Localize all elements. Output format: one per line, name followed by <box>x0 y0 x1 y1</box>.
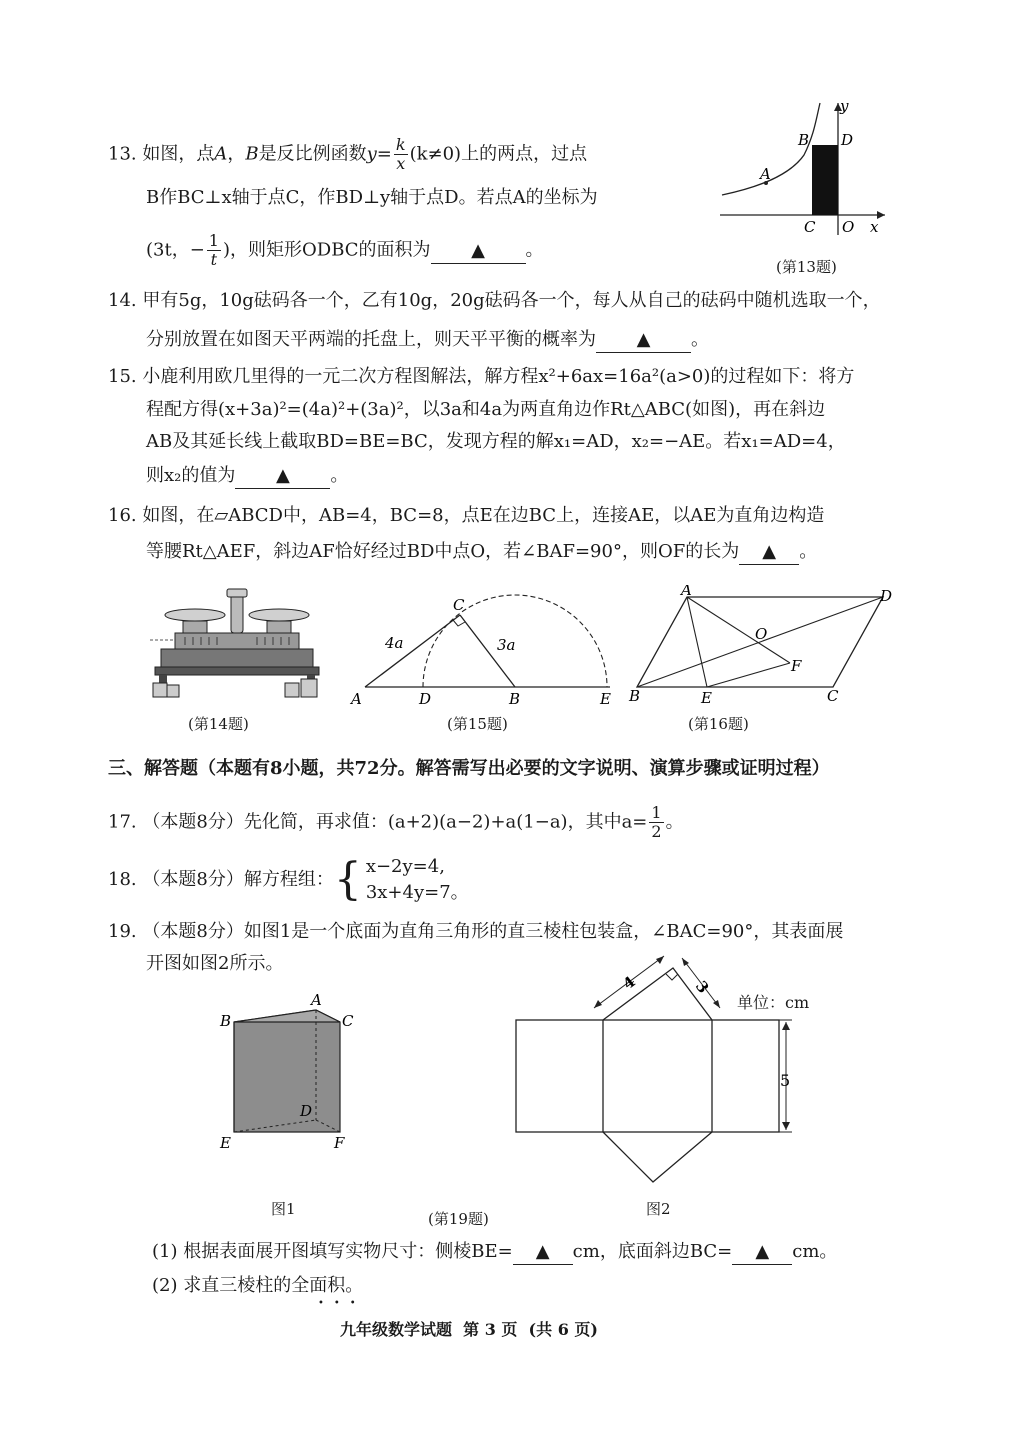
q15-answer-blank[interactable]: ▲ <box>235 464 330 489</box>
q16-fig-label-E: E <box>701 689 712 705</box>
q15-fig-label-E: E <box>600 690 611 708</box>
q13-fig-label-D: D <box>841 131 854 149</box>
q13-fig-label-B: B <box>798 131 810 149</box>
q19-subquestion-1: (1) 根据表面展开图填写实物尺寸：侧棱BE= ▲ cm，底面斜边BC= ▲ cm。 <box>152 1240 837 1265</box>
q18-line: 18. （本题8分）解方程组：{ x−2y=4, 3x+4y=7。 <box>108 854 469 905</box>
q19-fig1-label-A: A <box>311 991 322 1009</box>
emphasis-dots: ••• <box>318 1298 366 1309</box>
q15-fig-label-A: A <box>351 690 362 708</box>
q19-fig1-label-C: C <box>342 1012 354 1030</box>
q13-caption: (第13题) <box>776 258 837 276</box>
q15-fig-label-B: B <box>509 690 521 708</box>
q15-figure <box>345 590 625 710</box>
q16-fig-label-C: C <box>827 687 839 705</box>
q18-system: x−2y=4, 3x+4y=7。 <box>365 856 469 903</box>
q13-fig-label-C: C <box>804 218 816 236</box>
q15-fig-label-4a: 4a <box>385 634 404 652</box>
q19-fig1-label-F: F <box>334 1134 345 1152</box>
q16-answer-blank[interactable]: ▲ <box>739 540 799 565</box>
q19-subquestion-2: (2) 求直三棱柱的全面积。 <box>152 1275 364 1296</box>
q14-caption: (第14题) <box>188 715 249 733</box>
q13-fraction: $\frac{k}{x}$ <box>395 135 406 173</box>
q19-be-blank[interactable]: ▲ <box>513 1240 573 1265</box>
q13-figure <box>710 95 900 245</box>
q14-line1: 14. 甲有5g，10g砝码各一个，乙有10g，20g砝码各一个，每人从自己的砝码中随机选取一个， <box>108 290 881 311</box>
q15-fig-label-C: C <box>453 596 465 614</box>
q19-fig1-caption: 图1 <box>271 1200 296 1218</box>
q19-net-figure <box>510 950 815 1195</box>
q19-prism-figure <box>210 988 360 1158</box>
q19-fig2-length-3: 3 <box>691 977 713 997</box>
q16-fig-label-B: B <box>629 687 641 705</box>
q13-fig-label-O: O <box>842 218 855 236</box>
q16-fig-label-D: D <box>880 587 893 605</box>
q19-unit-label: 单位：cm <box>737 993 810 1012</box>
q19-line1: 19. （本题8分）如图1是一个底面为直角三角形的直三棱柱包装盒，∠BAC=90°，其表面展 <box>108 921 844 942</box>
q19-fig1-label-B: B <box>220 1012 232 1030</box>
q19-fig1-label-D: D <box>300 1102 313 1120</box>
q13-answer-blank[interactable]: ▲ <box>431 239 526 264</box>
q16-fig-label-F: F <box>791 657 802 675</box>
q16-figure <box>625 585 905 705</box>
q19-fig1-label-E: E <box>220 1134 231 1152</box>
q13-fraction-2: $\frac{1}{t}$ <box>208 231 219 269</box>
q15-line2: 程配方得(x+3a)²=(4a)²+(3a)²，以3a和4a为两直角边作Rt△ABC(如图)，再在斜边 <box>146 399 826 420</box>
q17-line: 17. （本题8分）先化简，再求值：(a+2)(a−2)+a(1−a)，其中a= $\frac{1}{2}$ 。 <box>108 803 684 841</box>
page-footer: 九年级数学试题 第 3 页 (共 6 页) <box>340 1320 598 1339</box>
q19-caption: (第19题) <box>428 1210 489 1228</box>
q16-fig-label-O: O <box>755 625 768 643</box>
q16-line2: 等腰Rt△AEF，斜边AF恰好经过BD中点O，若∠BAF=90°，则OF的长为 ▲ 。 <box>146 540 817 565</box>
q13-line3: (3t，− $\frac{1}{t}$ )，则矩形ODBC的面积为 ▲ 。 <box>146 231 544 269</box>
q19-line2: 开图如图2所示。 <box>146 953 284 974</box>
q19-fig2-length-4: 4 <box>619 972 639 994</box>
q19-fig2-length-5: 5 <box>780 1071 791 1090</box>
q16-fig-label-A: A <box>681 585 692 599</box>
q18-brace: { <box>333 854 362 905</box>
q13-fig-label-y: y <box>840 97 849 115</box>
q19-bc-blank[interactable]: ▲ <box>732 1240 792 1265</box>
section-3-heading: 三、解答题（本题有8小题，共72分。解答需写出必要的文字说明、演算步骤或证明过程） <box>108 758 830 779</box>
q14-line2: 分别放置在如图天平两端的托盘上，则天平平衡的概率为 ▲ 。 <box>146 328 709 353</box>
q19-fig2-caption: 图2 <box>646 1200 671 1218</box>
q13-fig-label-A: A <box>760 165 771 183</box>
q16-caption: (第16题) <box>688 715 749 733</box>
q13-fig-label-x: x <box>870 218 879 236</box>
q13-line1: 13. 如图，点A，B是反比例函数y= $\frac{k}{x}$ (k≠0)上的两点，过点 <box>108 135 588 173</box>
q14-answer-blank[interactable]: ▲ <box>596 328 691 353</box>
q15-caption: (第15题) <box>447 715 508 733</box>
q16-line1: 16. 如图，在▱ABCD中，AB=4，BC=8，点E在边BC上，连接AE，以AE为直角边构造 <box>108 505 825 526</box>
q14-balance-figure <box>145 585 335 710</box>
q15-fig-label-D: D <box>419 690 432 708</box>
q15-line1: 15. 小鹿利用欧几里得的一元二次方程图解法，解方程x²+6ax=16a²(a>0)的过程如下：将方 <box>108 366 855 387</box>
q15-line4: 则x₂的值为 ▲ 。 <box>146 464 348 489</box>
q17-fraction: $\frac{1}{2}$ <box>651 803 662 841</box>
q15-fig-label-3a: 3a <box>497 636 516 654</box>
q13-line2: B作BC⊥x轴于点C，作BD⊥y轴于点D。若点A的坐标为 <box>146 187 598 208</box>
q15-line3: AB及其延长线上截取BD=BE=BC，发现方程的解x₁=AD，x₂=−AE。若x₁=AD=4， <box>146 431 846 452</box>
